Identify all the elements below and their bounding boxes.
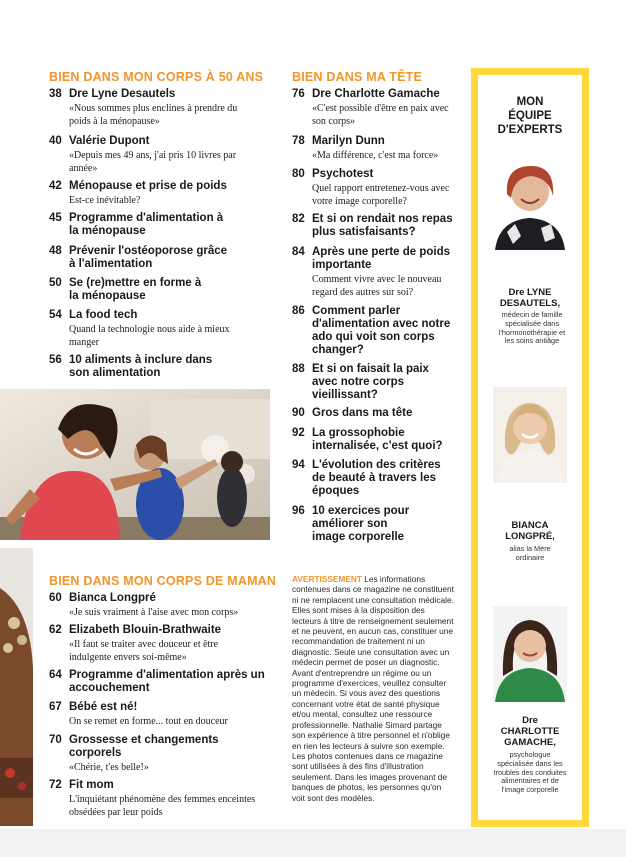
entry-title: Programme d'alimentation après un accouchement (69, 669, 265, 694)
page-number: 67 (49, 701, 62, 713)
toc-entry[interactable] (292, 168, 457, 208)
disclaimer-label: AVERTISSEMENT (292, 574, 362, 584)
toc-entry[interactable] (292, 88, 457, 128)
experts-panel (471, 68, 589, 827)
toc-entry[interactable] (292, 135, 467, 162)
page-number: 42 (49, 180, 62, 192)
entry-title: Ménopause et prise de poids (69, 180, 227, 192)
toc-entry[interactable] (49, 212, 229, 238)
entry-title: Valérie Dupont (69, 135, 150, 147)
entry-title: Prévenir l'ostéoporose grâce à l'alimentation (69, 245, 228, 270)
food-photo (0, 548, 33, 826)
entry-title: Et si on rendait nos repas plus satisfaisants? (312, 213, 453, 238)
section-title-corps-50: BIEN DANS MON CORPS À 50 ANS (49, 70, 264, 84)
experts-title-line: MON (516, 96, 544, 108)
entry-title: Dre Charlotte Gamache (312, 88, 440, 100)
expert-photo-longpre (493, 387, 567, 483)
entry-subtitle: Comment vivre avec le nouveau regard des autres sur soi? (312, 274, 442, 298)
page-number: 86 (292, 305, 305, 317)
experts-title-line: ÉQUIPE (508, 110, 552, 122)
entry-title: 10 exercices pour améliorer son image corporelle (312, 505, 410, 543)
expert-description: psychologue spécialisée dans les troubles des conduites alimentaires et de l'image corporelle (493, 750, 567, 795)
section-title-corps-maman: BIEN DANS MON CORPS DE MAMAN (49, 574, 277, 588)
expert-description: médecin de famille spécialisée dans l'hormonothérapie et les soins antiâge (498, 310, 566, 346)
page-number: 84 (292, 246, 305, 258)
toc-entry[interactable] (292, 459, 452, 498)
toc-entry[interactable] (292, 213, 457, 239)
entry-subtitle: «Chérie, t'es belle!» (69, 762, 149, 773)
experts-title (478, 95, 582, 137)
page-number: 60 (49, 592, 62, 604)
page-number: 62 (49, 624, 62, 636)
entry-subtitle: Quand la technologie nous aide à mieux manger (69, 324, 230, 348)
toc-entry[interactable] (49, 309, 254, 349)
entry-subtitle: «Je suis vraiment à l'aise avec mon corps» (69, 607, 239, 618)
page-number: 78 (292, 135, 305, 147)
entry-title: L'évolution des critères de beauté à travers les époques (312, 459, 441, 497)
page-number: 70 (49, 734, 62, 746)
page-bottom-margin (0, 829, 626, 857)
page-number: 54 (49, 309, 62, 321)
toc-entry[interactable] (49, 135, 254, 175)
page-number: 40 (49, 135, 62, 147)
toc-entry[interactable] (49, 701, 264, 728)
page-number: 92 (292, 427, 305, 439)
fitness-class-photo (0, 389, 270, 540)
toc-entry[interactable] (49, 88, 254, 128)
section-title-ma-tete: BIEN DANS MA TÊTE (292, 70, 423, 84)
entry-title: Gros dans ma tête (312, 407, 413, 419)
page-number: 45 (49, 212, 62, 224)
entry-subtitle: «Depuis mes 49 ans, j'ai pris 10 livres par année» (69, 150, 237, 174)
page-number: 90 (292, 407, 305, 419)
entry-title: Fit mom (69, 779, 114, 791)
expert-name: Dre LYNE DESAUTELS, (499, 287, 561, 309)
entry-subtitle: On se remet en forme... tout en douceur (69, 716, 228, 727)
entry-subtitle: «C'est possible d'être en paix avec son corps» (312, 103, 449, 127)
page-number: 94 (292, 459, 305, 471)
page-number: 64 (49, 669, 62, 681)
entry-subtitle: «Nous sommes plus enclines à prendre du poids à la ménopause» (69, 103, 238, 127)
toc-entry[interactable] (292, 305, 457, 357)
entry-title: Bébé est né! (69, 701, 138, 713)
entry-subtitle: Quel rapport entretenez-vous avec votre image corporelle? (312, 183, 450, 207)
page-number: 80 (292, 168, 305, 180)
toc-entry[interactable] (49, 592, 264, 619)
expert-name: BIANCA LONGPRÉ, (505, 520, 555, 542)
page-number: 82 (292, 213, 305, 225)
entry-subtitle: «Ma différence, c'est ma force» (312, 150, 439, 161)
entry-title: Et si on faisait la paix avec notre corps vieillissant? (312, 363, 429, 401)
entry-title: Marilyn Dunn (312, 135, 385, 147)
entry-title: Bianca Longpré (69, 592, 156, 604)
disclaimer-body: Les informations contenues dans ce magazine ne constituent ni ne remplacent une consultation médicale. Elles sont mises à la disposition des lecteurs à titre de renseignement seulement et ne peuvent, en aucun cas, constituer une recommandation de traitement ni un diagnostic. Seule une consultation avec un médecin permet de poser un diagnostic. Avant d'entreprendre un régime ou un programme d'exercices, veuillez consulter un médecin. Si vous avez des questions concernant votre état de santé physique et/ou mental, consultez une ressource professionnelle. Nathalie Simard partage son expérience à titre personnel et n'oblige en rien les lecteurs à suivre son exemple. Les photos contenues dans ce magazine sont utilisées à des fins d'illustration seulement. Dans les images provenant de banques de photos, les personnes qu'on voit sont des modèles. (292, 574, 454, 803)
page-number: 76 (292, 88, 305, 100)
toc-entry[interactable] (49, 669, 271, 695)
entry-title: Programme d'alimentation à la ménopause (69, 212, 224, 237)
toc-entry[interactable] (292, 363, 442, 402)
entry-title: Dre Lyne Desautels (69, 88, 176, 100)
experts-title-line: D'EXPERTS (497, 124, 563, 136)
entry-title: 10 aliments à inclure dans son alimentation (69, 354, 213, 379)
entry-title: Elizabeth Blouin-Brathwaite (69, 624, 222, 636)
toc-entry[interactable] (292, 427, 452, 453)
expert-photo-desautels (493, 154, 567, 250)
entry-title: La food tech (69, 309, 138, 321)
page-number: 72 (49, 779, 62, 791)
entry-title: Psychotest (312, 168, 374, 180)
toc-entry[interactable] (49, 245, 234, 271)
expert-photo-gamache (493, 606, 567, 702)
toc-entry[interactable] (292, 246, 462, 299)
entry-subtitle: «Il faut se traiter avec douceur et être indulgente envers soi-même» (69, 639, 219, 663)
toc-entry[interactable] (49, 779, 271, 819)
entry-subtitle: L'inquiétant phénomène des femmes enceintes obsédées par leur poids (69, 794, 256, 818)
page-number: 50 (49, 277, 62, 289)
entry-title: Après une perte de poids importante (312, 246, 451, 271)
page-number: 88 (292, 363, 305, 375)
page-number: 38 (49, 88, 62, 100)
entry-subtitle: Est-ce inévitable? (69, 195, 141, 206)
toc-entry[interactable] (292, 407, 457, 420)
expert-name: Dre CHARLOTTE GAMACHE, (500, 715, 560, 748)
page-number: 48 (49, 245, 62, 257)
entry-title: Grossesse et changements corporels (69, 734, 219, 759)
disclaimer-text (292, 574, 456, 803)
toc-entry[interactable] (49, 734, 224, 774)
toc-entry[interactable] (49, 277, 214, 303)
entry-title: Comment parler d'alimentation avec notre ado qui voit son corps changer? (312, 305, 451, 356)
expert-description: alias la Mère ordinaire (509, 544, 551, 562)
toc-entry[interactable] (49, 624, 259, 664)
toc-entry[interactable] (49, 354, 224, 380)
page-number: 96 (292, 505, 305, 517)
entry-title: Se (re)mettre en forme à la ménopause (69, 277, 202, 302)
toc-entry[interactable] (49, 180, 254, 207)
toc-entry[interactable] (292, 505, 422, 544)
entry-title: La grossophobie internalisée, c'est quoi? (312, 427, 443, 452)
page-number: 56 (49, 354, 62, 366)
